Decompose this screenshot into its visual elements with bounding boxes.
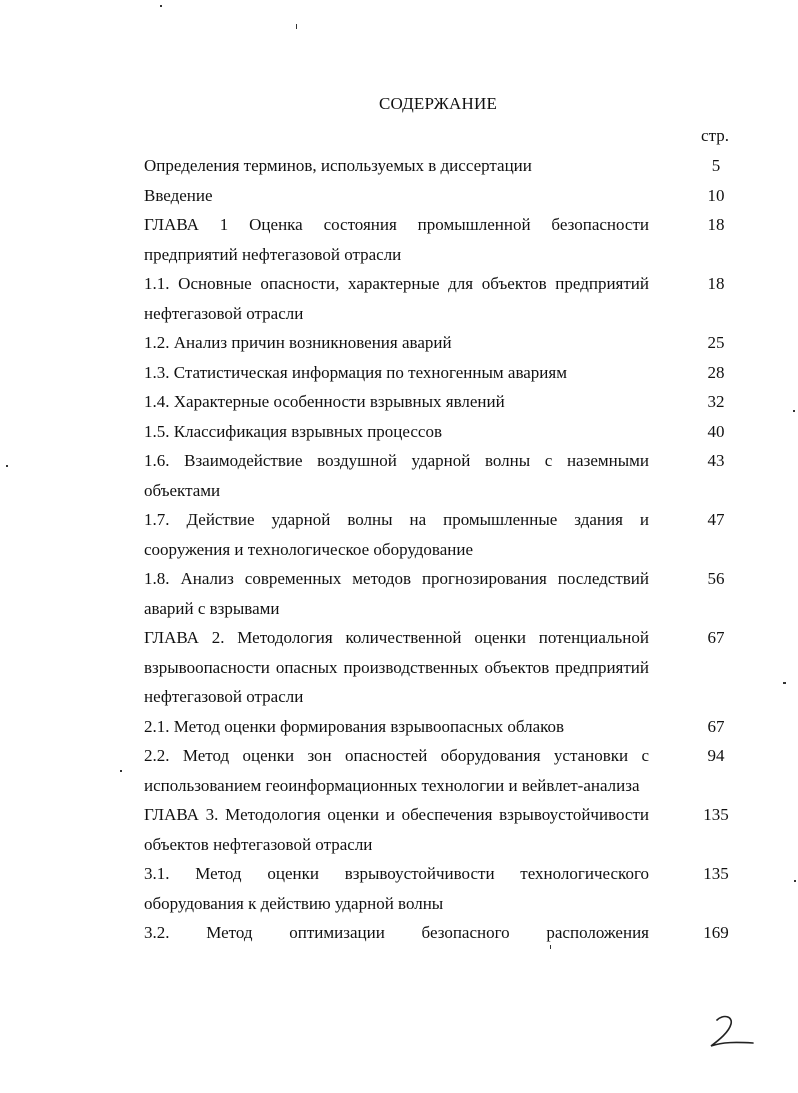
toc-entry (144, 800, 748, 859)
toc-entry-text: Определения терминов, используемых в диссертации (144, 156, 532, 175)
toc-entry (144, 623, 748, 712)
toc-entry-page: 18 (707, 274, 725, 293)
toc-entry (144, 741, 748, 800)
toc-entry-page: 32 (707, 392, 725, 411)
toc-entry (144, 151, 748, 181)
table-of-contents (144, 151, 748, 948)
toc-entry-page: 56 (707, 569, 725, 588)
scan-speck (160, 5, 162, 7)
toc-entry-text: ГЛАВА 2. Методология количественной оценки потенциальной взрывоопасности опасных производственных объектов предприятий нефтегазовой отрасли (144, 628, 649, 706)
toc-entry (144, 859, 748, 918)
page-column-header: стр. (701, 126, 729, 145)
toc-entry (144, 417, 748, 447)
toc-entry (144, 446, 748, 505)
toc-entry-page: 28 (707, 362, 725, 382)
toc-entry (144, 564, 748, 623)
toc-entry-page: 67 (707, 716, 725, 736)
toc-entry-text: 1.4. Характерные особенности взрывных явлений (144, 392, 505, 411)
toc-entry-page: 67 (707, 628, 725, 647)
toc-entry-text: 1.6. Взаимодействие воздушной ударной волны с наземными объектами (144, 451, 649, 500)
toc-entry-page: 18 (707, 215, 725, 234)
toc-entry-page: 47 (707, 510, 725, 529)
toc-entry (144, 918, 748, 948)
scan-speck (783, 682, 786, 684)
toc-entry-text: 3.1. Метод оценки взрывоустойчивости технологического оборудования к действию ударной волны (144, 864, 649, 913)
scan-speck (296, 24, 297, 29)
toc-entry-text: ГЛАВА 3. Методология оценки и обеспечения взрывоустойчивости объектов нефтегазовой отрасли (144, 805, 649, 854)
toc-entry (144, 269, 748, 328)
scan-speck (793, 410, 795, 412)
scan-speck (550, 945, 551, 949)
toc-entry-page: 135 (703, 805, 729, 824)
toc-entry-page: 40 (707, 421, 725, 441)
toc-entry-page: 94 (707, 746, 725, 765)
toc-entry-text: 2.2. Метод оценки зон опасностей оборудования установки с использованием геоинформационных технологии и вейвлет-анализа (144, 746, 649, 795)
toc-entry (144, 210, 748, 269)
page-title: СОДЕРЖАНИЕ (378, 94, 498, 113)
toc-entry-page: 43 (707, 451, 725, 470)
toc-entry (144, 181, 748, 211)
scan-speck (6, 465, 8, 467)
toc-entry (144, 358, 748, 388)
toc-entry-page: 5 (711, 156, 721, 175)
toc-entry-page: 10 (707, 185, 725, 205)
scan-speck (794, 880, 796, 882)
toc-entry-page: 169 (703, 923, 729, 942)
toc-entry-text: 3.2. Метод оптимизации безопасного расположения (144, 923, 649, 942)
toc-entry (144, 505, 748, 564)
toc-entry-page: 135 (703, 864, 729, 883)
toc-entry-text: 1.7. Действие ударной волны на промышленные здания и сооружения и технологическое оборудование (144, 510, 649, 559)
toc-entry-text: 2.1. Метод оценки формирования взрывоопасных облаков (144, 716, 565, 736)
toc-entry (144, 328, 748, 358)
toc-entry (144, 712, 748, 742)
toc-entry-text: ГЛАВА 1 Оценка состояния промышленной безопасности предприятий нефтегазовой отрасли (144, 215, 649, 264)
toc-entry-text: 1.1. Основные опасности, характерные для объектов предприятий нефтегазовой отрасли (144, 274, 649, 323)
toc-entry-text: 1.8. Анализ современных методов прогнозирования последствий аварий с взрывами (144, 569, 649, 618)
toc-entry (144, 387, 748, 417)
toc-entry-page: 25 (707, 333, 725, 352)
handwritten-mark (705, 1010, 765, 1050)
toc-entry-text: 1.5. Классификация взрывных процессов (144, 421, 442, 441)
toc-entry-text: 1.2. Анализ причин возникновения аварий (144, 333, 452, 352)
toc-entry-text: 1.3. Статистическая информация по техногенным авариям (144, 362, 567, 382)
toc-entry-text: Введение (144, 185, 213, 205)
scan-speck (120, 770, 122, 772)
